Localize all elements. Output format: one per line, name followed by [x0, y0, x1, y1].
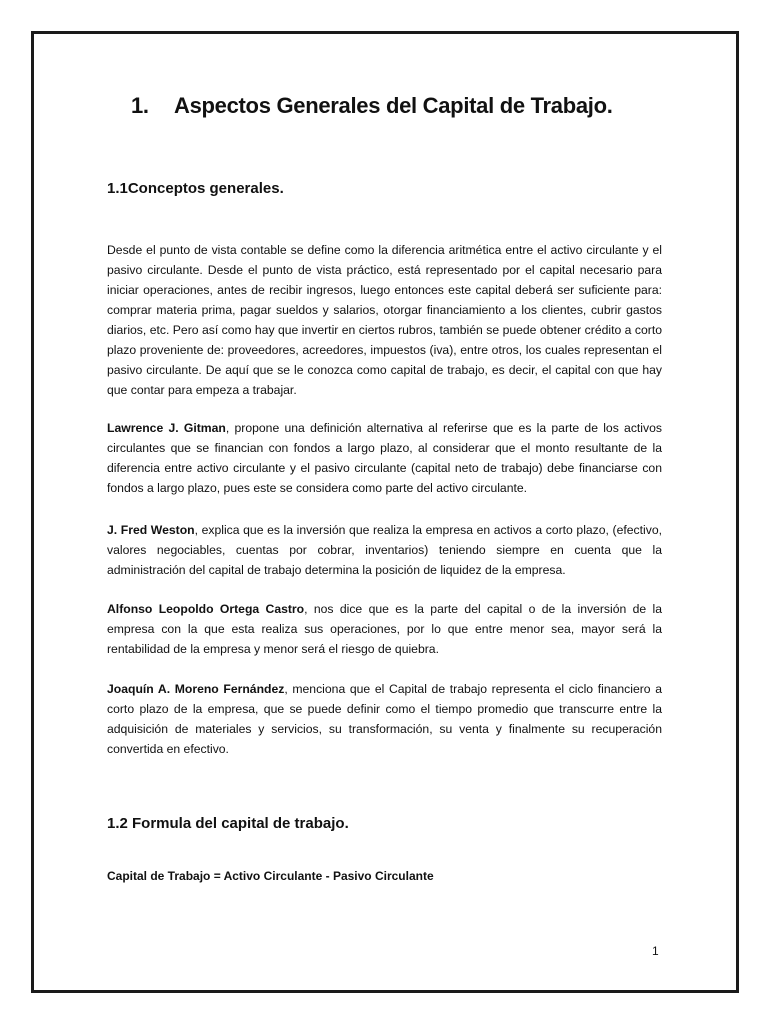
paragraph-text: , propone una definición alternativa al referirse que es la parte de los activos circulantes que se financian con fondos a largo plazo, al considerar que el monto resultante de la diferencia entre activo circulante y el pasivo circulante (capital neto de trabajo) debe financiarse con fondos a largo plazo, pues este se considera como parte del activo circulante.	[107, 421, 662, 496]
paragraph-text: , menciona que el Capital de trabajo representa el ciclo financiero a corto plazo de la empresa, que se puede definir como el tiempo promedio que transcurre entre la adquisición de materiales y servicios, su transformación, su venta y finalmente su recuperación convertida en efectivo.	[107, 682, 662, 757]
paragraph-definition	[107, 240, 662, 400]
paragraph-text: , explica que es la inversión que realiza la empresa en activos a corto plazo, (efectivo, valores negociables, cuentas por cobrar, inventarios) teniendo siempre en cuenta que la administración del capital de trabajo determina la posición de liquidez de la empresa.	[107, 523, 662, 578]
author-name: Lawrence J. Gitman	[107, 421, 226, 436]
paragraph-weston	[107, 520, 662, 580]
section-heading-formula: 1.2 Formula del capital de trabajo.	[107, 815, 349, 832]
capital-formula: Capital de Trabajo = Activo Circulante - Pasivo Circulante	[107, 869, 434, 883]
author-name: Alfonso Leopoldo Ortega Castro	[107, 602, 305, 617]
paragraph-ortega	[107, 599, 662, 659]
chapter-number: 1.	[131, 93, 149, 118]
paragraph-gitman	[107, 418, 662, 498]
chapter-title: Aspectos Generales del Capital de Trabajo.	[174, 93, 613, 118]
page-frame	[31, 31, 739, 993]
paragraph-moreno	[107, 679, 662, 759]
page-number: 1	[652, 944, 659, 958]
chapter-heading	[131, 93, 613, 119]
paragraph-text: , nos dice que es la parte del capital o de la inversión de la empresa con la que esta realiza sus operaciones, por lo que entre menor sea, mayor será la rentabilidad de la empresa y menor será el riesgo de quiebra.	[107, 602, 662, 657]
author-name: J. Fred Weston	[107, 523, 195, 538]
section-heading-conceptos: 1.1Conceptos generales.	[107, 180, 284, 197]
author-name: Joaquín A. Moreno Fernández	[107, 682, 285, 697]
paragraph-text: Desde el punto de vista contable se define como la diferencia aritmética entre el activo circulante y el pasivo circulante. Desde el punto de vista práctico, está representado por el capital necesario para iniciar operaciones, antes de recibir ingresos, luego entonces este capital deberá ser suficiente para: comprar materia prima, pagar sueldos y salarios, otorgar financiamiento a los clientes, cubrir gastos diarios, etc. Pero así como hay que invertir en ciertos rubros, también se puede obtener crédito a corto plazo proveniente de: proveedores, acreedores, impuestos (iva), entre otros, los cuales representan el pasivo circulante. De aquí que se le conozca como capital de trabajo, es decir, el capital con que hay que contar para empeza a trabajar.	[107, 243, 662, 398]
